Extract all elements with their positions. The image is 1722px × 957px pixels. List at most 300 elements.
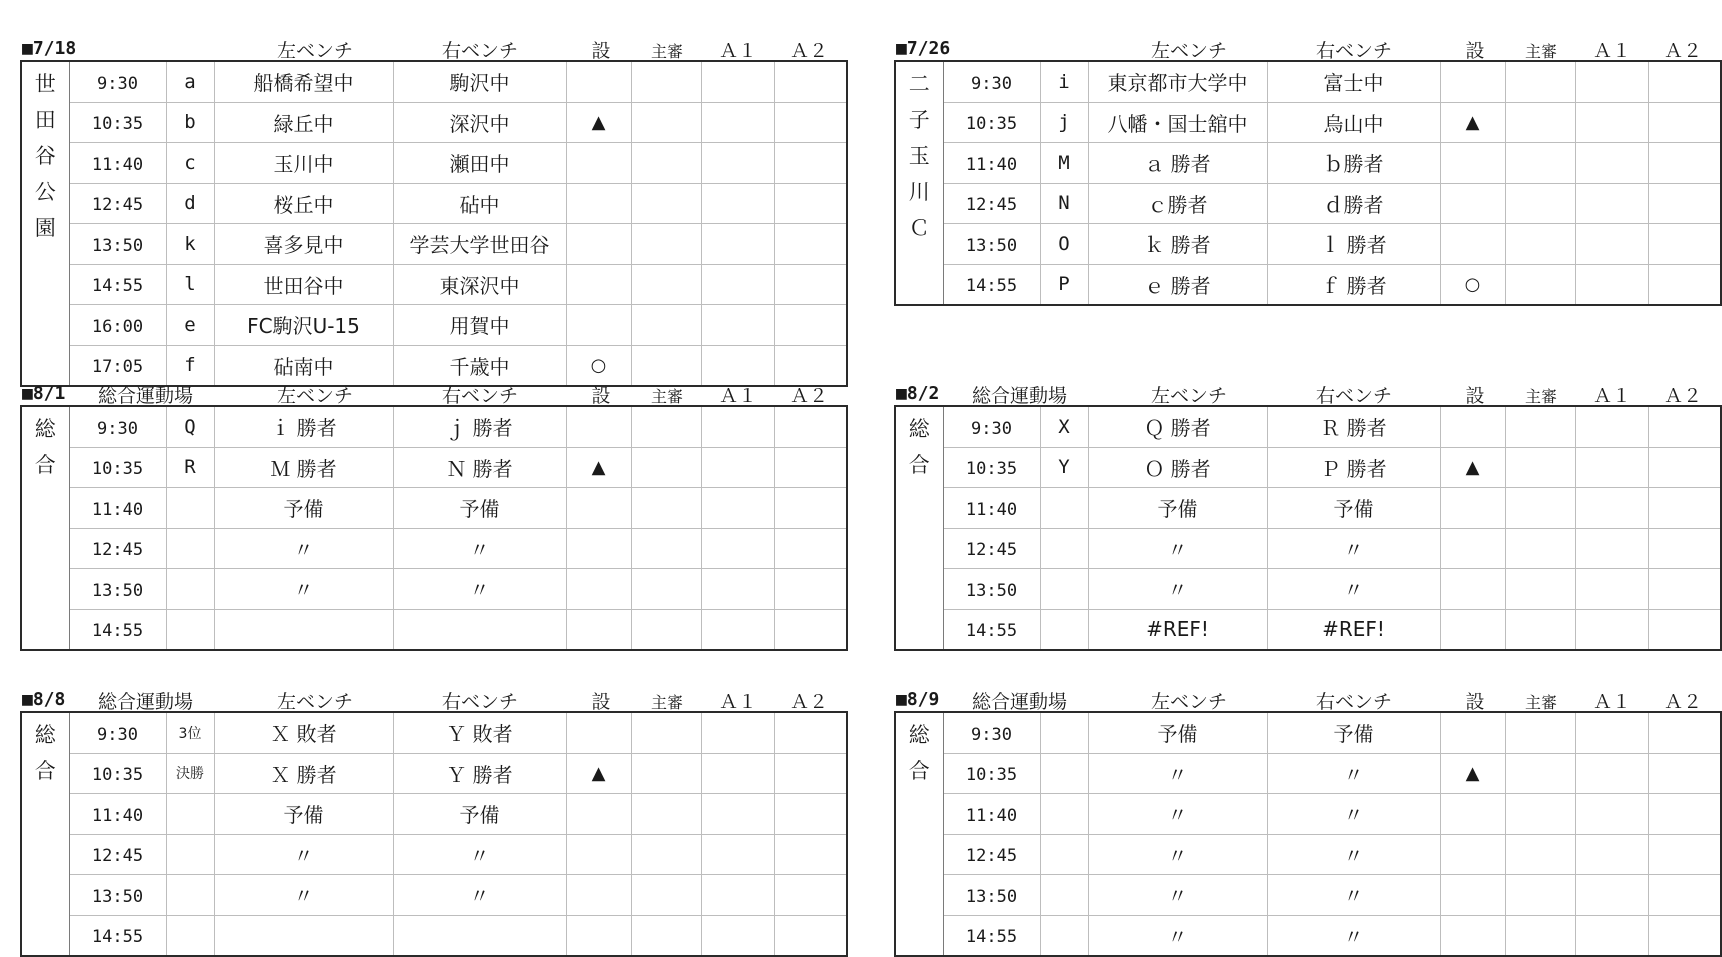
match-code-cell <box>166 834 214 875</box>
venue-char: 谷 <box>34 144 56 168</box>
match-code-cell: e <box>166 305 214 346</box>
time-cell: 13:50 <box>943 224 1040 265</box>
column-header-right: 右ベンチ <box>1315 40 1393 62</box>
left-bench-cell: 八幡・国士舘中 <box>1088 102 1267 143</box>
time-cell: 14:55 <box>943 264 1040 305</box>
a1-cell <box>701 305 774 346</box>
right-bench-cell: 駒沢中 <box>393 61 566 102</box>
schedule-table <box>20 60 848 387</box>
time-cell: 11:40 <box>943 794 1040 835</box>
venue-char: 総 <box>908 417 930 441</box>
time-cell: 10:35 <box>69 102 166 143</box>
schedule-block <box>894 30 1722 306</box>
table-row <box>21 569 847 610</box>
setup-mark-cell <box>1440 528 1505 569</box>
left-bench-cell: 〃 <box>214 834 393 875</box>
setup-mark-cell <box>1440 61 1505 102</box>
a1-cell <box>1575 753 1648 794</box>
column-header-a2: Ａ２ <box>1663 691 1703 713</box>
venue-title: 総合運動場 <box>972 691 1068 713</box>
setup-mark-cell: ▲ <box>1440 447 1505 488</box>
right-bench-cell: Ｒ 勝者 <box>1267 406 1440 447</box>
venue-char: 園 <box>34 216 56 240</box>
match-code-cell <box>166 488 214 529</box>
table-row <box>21 102 847 143</box>
setup-mark-cell <box>1440 609 1505 650</box>
setup-mark-cell <box>566 609 631 650</box>
referee-cell <box>631 488 701 529</box>
right-bench-cell: 富士中 <box>1267 61 1440 102</box>
venue-char: 総 <box>34 417 56 441</box>
table-row <box>21 305 847 346</box>
a1-cell <box>1575 183 1648 224</box>
a1-cell <box>1575 569 1648 610</box>
match-code-cell <box>1040 794 1088 835</box>
setup-mark-cell: ▲ <box>566 753 631 794</box>
a2-cell <box>1648 488 1721 529</box>
table-row <box>21 488 847 529</box>
left-bench-cell <box>214 915 393 956</box>
a1-cell <box>701 609 774 650</box>
a1-cell <box>1575 875 1648 916</box>
a2-cell <box>1648 569 1721 610</box>
table-row <box>895 794 1721 835</box>
right-bench-cell: 〃 <box>1267 794 1440 835</box>
a2-cell <box>774 264 847 305</box>
left-bench-cell: Ｍ 勝者 <box>214 447 393 488</box>
venue-cell <box>895 61 943 305</box>
referee-cell <box>631 224 701 265</box>
column-header-referee: 主審 <box>1524 42 1558 61</box>
setup-mark-cell <box>566 875 631 916</box>
column-header-left: 左ベンチ <box>276 691 354 713</box>
time-cell: 14:55 <box>943 609 1040 650</box>
setup-mark-cell <box>566 488 631 529</box>
right-bench-cell: 〃 <box>393 834 566 875</box>
table-row <box>21 264 847 305</box>
setup-mark-cell <box>1440 569 1505 610</box>
left-bench-cell: 〃 <box>214 569 393 610</box>
a2-cell <box>774 143 847 184</box>
setup-mark-cell <box>566 915 631 956</box>
left-bench-cell: 予備 <box>1088 488 1267 529</box>
time-cell: 13:50 <box>69 224 166 265</box>
left-bench-cell: Ｏ 勝者 <box>1088 447 1267 488</box>
schedule-block <box>20 375 848 651</box>
column-header-referee: 主審 <box>1524 693 1558 712</box>
date-label: ■8/1 <box>22 383 66 404</box>
setup-mark-cell <box>566 143 631 184</box>
date-label: ■7/18 <box>22 38 77 59</box>
right-bench-cell: 用賀中 <box>393 305 566 346</box>
table-row <box>21 609 847 650</box>
referee-cell <box>631 406 701 447</box>
time-cell: 14:55 <box>69 264 166 305</box>
referee-cell <box>631 143 701 184</box>
right-bench-cell: ｆ 勝者 <box>1267 264 1440 305</box>
column-header-setup: 設 <box>1465 691 1485 713</box>
a2-cell <box>774 834 847 875</box>
match-code-cell <box>1040 753 1088 794</box>
match-code-cell <box>1040 569 1088 610</box>
venue-char: 子 <box>908 108 930 132</box>
a1-cell <box>1575 794 1648 835</box>
table-row <box>21 224 847 265</box>
referee-cell <box>631 305 701 346</box>
venue-char: 合 <box>34 759 56 783</box>
referee-cell <box>631 834 701 875</box>
a1-cell <box>1575 488 1648 529</box>
a2-cell <box>774 712 847 753</box>
table-row <box>895 712 1721 753</box>
match-code-cell: 決勝 <box>166 753 214 794</box>
referee-cell <box>1505 264 1575 305</box>
left-bench-cell: #REF! <box>1088 609 1267 650</box>
time-cell: 9:30 <box>69 712 166 753</box>
setup-mark-cell <box>1440 183 1505 224</box>
referee-cell <box>631 794 701 835</box>
left-bench-cell: ａ 勝者 <box>1088 143 1267 184</box>
venue-char: Ｃ <box>908 216 930 240</box>
table-row <box>895 406 1721 447</box>
block-header <box>20 30 848 60</box>
venue-char: 田 <box>34 108 56 132</box>
referee-cell <box>631 183 701 224</box>
right-bench-cell: Ｙ 勝者 <box>393 753 566 794</box>
time-cell: 12:45 <box>943 183 1040 224</box>
left-bench-cell: 予備 <box>1088 712 1267 753</box>
column-header-a2: Ａ２ <box>789 691 829 713</box>
match-code-cell: d <box>166 183 214 224</box>
time-cell: 11:40 <box>69 794 166 835</box>
right-bench-cell <box>393 609 566 650</box>
right-bench-cell: 瀬田中 <box>393 143 566 184</box>
match-code-cell: f <box>166 345 214 386</box>
a2-cell <box>1648 834 1721 875</box>
setup-mark-cell <box>566 406 631 447</box>
right-bench-cell: 深沢中 <box>393 102 566 143</box>
a1-cell <box>701 447 774 488</box>
right-bench-cell: Ｙ 敗者 <box>393 712 566 753</box>
right-bench-cell: 〃 <box>1267 528 1440 569</box>
venue-title: 総合運動場 <box>972 385 1068 407</box>
referee-cell <box>1505 406 1575 447</box>
referee-cell <box>1505 102 1575 143</box>
setup-mark-cell <box>1440 224 1505 265</box>
a2-cell <box>1648 794 1721 835</box>
column-header-left: 左ベンチ <box>276 40 354 62</box>
setup-mark-cell: ▲ <box>566 447 631 488</box>
column-header-a1: Ａ１ <box>718 385 758 407</box>
setup-mark-cell <box>1440 488 1505 529</box>
referee-cell <box>1505 569 1575 610</box>
schedule-table <box>894 60 1722 306</box>
left-bench-cell: ｉ 勝者 <box>214 406 393 447</box>
left-bench-cell: 緑丘中 <box>214 102 393 143</box>
time-cell: 17:05 <box>69 345 166 386</box>
table-row <box>21 447 847 488</box>
table-row <box>895 447 1721 488</box>
referee-cell <box>631 753 701 794</box>
table-row <box>21 875 847 916</box>
a1-cell <box>701 875 774 916</box>
match-code-cell: X <box>1040 406 1088 447</box>
table-row <box>21 528 847 569</box>
setup-mark-cell <box>566 794 631 835</box>
column-header-a1: Ａ１ <box>1592 691 1632 713</box>
setup-mark-cell <box>1440 875 1505 916</box>
table-row <box>21 143 847 184</box>
left-bench-cell: 桜丘中 <box>214 183 393 224</box>
right-bench-cell: 烏山中 <box>1267 102 1440 143</box>
right-bench-cell: ｌ 勝者 <box>1267 224 1440 265</box>
column-header-right: 右ベンチ <box>441 385 519 407</box>
table-row <box>21 61 847 102</box>
right-bench-cell: 予備 <box>1267 488 1440 529</box>
a2-cell <box>1648 712 1721 753</box>
time-cell: 14:55 <box>69 609 166 650</box>
time-cell: 9:30 <box>943 61 1040 102</box>
time-cell: 12:45 <box>69 834 166 875</box>
referee-cell <box>631 915 701 956</box>
a1-cell <box>701 102 774 143</box>
left-bench-cell: 世田谷中 <box>214 264 393 305</box>
referee-cell <box>1505 609 1575 650</box>
column-header-a2: Ａ２ <box>1663 385 1703 407</box>
time-cell: 11:40 <box>69 143 166 184</box>
setup-mark-cell <box>566 569 631 610</box>
referee-cell <box>631 61 701 102</box>
table-row <box>895 915 1721 956</box>
a2-cell <box>774 102 847 143</box>
referee-cell <box>631 609 701 650</box>
a1-cell <box>1575 224 1648 265</box>
time-cell: 10:35 <box>943 447 1040 488</box>
a2-cell <box>774 528 847 569</box>
right-bench-cell: 〃 <box>393 875 566 916</box>
column-header-referee: 主審 <box>650 693 684 712</box>
referee-cell <box>631 447 701 488</box>
a2-cell <box>774 447 847 488</box>
left-bench-cell: 東京都市大学中 <box>1088 61 1267 102</box>
time-cell: 12:45 <box>943 528 1040 569</box>
left-bench-cell: 船橋希望中 <box>214 61 393 102</box>
a2-cell <box>774 609 847 650</box>
match-code-cell <box>1040 875 1088 916</box>
column-header-setup: 設 <box>591 385 611 407</box>
match-code-cell: k <box>166 224 214 265</box>
date-label: ■8/8 <box>22 689 66 710</box>
setup-mark-cell <box>566 61 631 102</box>
setup-mark-cell: ▲ <box>1440 102 1505 143</box>
a1-cell <box>1575 406 1648 447</box>
match-code-cell <box>1040 609 1088 650</box>
column-header-referee: 主審 <box>1524 387 1558 406</box>
column-header-setup: 設 <box>1465 40 1485 62</box>
right-bench-cell: 予備 <box>393 794 566 835</box>
table-row <box>895 224 1721 265</box>
time-cell: 16:00 <box>69 305 166 346</box>
setup-mark-cell <box>566 834 631 875</box>
time-cell: 10:35 <box>943 753 1040 794</box>
right-bench-cell: 〃 <box>1267 915 1440 956</box>
referee-cell <box>1505 915 1575 956</box>
right-bench-cell: 〃 <box>393 528 566 569</box>
right-bench-cell: 〃 <box>1267 875 1440 916</box>
venue-char: 総 <box>908 723 930 747</box>
column-header-left: 左ベンチ <box>1150 691 1228 713</box>
column-header-a1: Ａ１ <box>718 40 758 62</box>
time-cell: 10:35 <box>69 447 166 488</box>
table-row <box>895 834 1721 875</box>
referee-cell <box>1505 528 1575 569</box>
table-row <box>21 753 847 794</box>
match-code-cell <box>1040 488 1088 529</box>
a2-cell <box>1648 224 1721 265</box>
schedule-table <box>20 405 848 651</box>
match-code-cell: Q <box>166 406 214 447</box>
a2-cell <box>1648 875 1721 916</box>
table-row <box>895 488 1721 529</box>
referee-cell <box>1505 834 1575 875</box>
a1-cell <box>701 488 774 529</box>
a2-cell <box>774 305 847 346</box>
schedule-block <box>20 681 848 957</box>
right-bench-cell: 〃 <box>1267 569 1440 610</box>
left-bench-cell: Ｘ 敗者 <box>214 712 393 753</box>
a2-cell <box>774 183 847 224</box>
setup-mark-cell <box>566 528 631 569</box>
setup-mark-cell <box>1440 143 1505 184</box>
a1-cell <box>1575 264 1648 305</box>
table-row <box>21 712 847 753</box>
a1-cell <box>1575 915 1648 956</box>
table-row <box>895 569 1721 610</box>
a2-cell <box>1648 915 1721 956</box>
right-bench-cell: 〃 <box>1267 753 1440 794</box>
setup-mark-cell: ▲ <box>1440 753 1505 794</box>
left-bench-cell: 砧南中 <box>214 345 393 386</box>
venue-title: 総合運動場 <box>98 385 194 407</box>
a1-cell <box>1575 528 1648 569</box>
venue-cell <box>895 712 943 956</box>
a1-cell <box>701 753 774 794</box>
column-header-a2: Ａ２ <box>789 385 829 407</box>
table-row <box>21 834 847 875</box>
setup-mark-cell <box>1440 712 1505 753</box>
referee-cell <box>1505 61 1575 102</box>
column-header-a2: Ａ２ <box>789 40 829 62</box>
time-cell: 9:30 <box>69 406 166 447</box>
setup-mark-cell: ○ <box>566 345 631 386</box>
match-code-cell <box>166 794 214 835</box>
table-row <box>21 183 847 224</box>
venue-char: 公 <box>34 180 56 204</box>
a1-cell <box>701 61 774 102</box>
time-cell: 14:55 <box>69 915 166 956</box>
referee-cell <box>631 569 701 610</box>
column-header-setup: 設 <box>1465 385 1485 407</box>
match-code-cell <box>166 569 214 610</box>
a1-cell <box>701 264 774 305</box>
right-bench-cell: Ｐ 勝者 <box>1267 447 1440 488</box>
right-bench-cell: 東深沢中 <box>393 264 566 305</box>
match-code-cell: M <box>1040 143 1088 184</box>
left-bench-cell: ｅ 勝者 <box>1088 264 1267 305</box>
setup-mark-cell <box>566 712 631 753</box>
column-header-setup: 設 <box>591 40 611 62</box>
a1-cell <box>1575 102 1648 143</box>
a2-cell <box>774 915 847 956</box>
venue-char: 川 <box>908 180 930 204</box>
right-bench-cell: ｊ 勝者 <box>393 406 566 447</box>
date-label: ■8/2 <box>896 383 940 404</box>
match-code-cell: P <box>1040 264 1088 305</box>
referee-cell <box>1505 224 1575 265</box>
referee-cell <box>1505 794 1575 835</box>
referee-cell <box>1505 712 1575 753</box>
a2-cell <box>1648 753 1721 794</box>
block-header <box>894 30 1722 60</box>
time-cell: 12:45 <box>69 528 166 569</box>
time-cell: 10:35 <box>69 753 166 794</box>
venue-cell <box>21 61 69 386</box>
schedule-table <box>20 711 848 957</box>
venue-char: 合 <box>908 453 930 477</box>
a2-cell <box>774 61 847 102</box>
a1-cell <box>1575 712 1648 753</box>
match-code-cell <box>166 915 214 956</box>
schedule-block <box>20 30 848 387</box>
match-code-cell: O <box>1040 224 1088 265</box>
time-cell: 12:45 <box>69 183 166 224</box>
a1-cell <box>701 569 774 610</box>
left-bench-cell: 〃 <box>1088 875 1267 916</box>
date-label: ■7/26 <box>896 38 951 59</box>
column-header-a1: Ａ１ <box>1592 40 1632 62</box>
right-bench-cell: 予備 <box>1267 712 1440 753</box>
setup-mark-cell: ▲ <box>566 102 631 143</box>
setup-mark-cell <box>566 224 631 265</box>
a1-cell <box>701 183 774 224</box>
table-row <box>895 264 1721 305</box>
block-header <box>894 681 1722 711</box>
setup-mark-cell <box>566 264 631 305</box>
a1-cell <box>701 915 774 956</box>
a1-cell <box>701 406 774 447</box>
match-code-cell: Y <box>1040 447 1088 488</box>
table-row <box>895 875 1721 916</box>
left-bench-cell: 予備 <box>214 488 393 529</box>
match-code-cell: b <box>166 102 214 143</box>
left-bench-cell: 〃 <box>1088 794 1267 835</box>
schedule-table <box>894 711 1722 957</box>
left-bench-cell: ｃ勝者 <box>1088 183 1267 224</box>
a2-cell <box>774 794 847 835</box>
referee-cell <box>1505 753 1575 794</box>
venue-char: 合 <box>34 453 56 477</box>
column-header-right: 右ベンチ <box>1315 385 1393 407</box>
column-header-referee: 主審 <box>650 42 684 61</box>
match-code-cell: l <box>166 264 214 305</box>
match-code-cell <box>166 609 214 650</box>
left-bench-cell: 喜多見中 <box>214 224 393 265</box>
a1-cell <box>701 224 774 265</box>
block-header <box>20 375 848 405</box>
setup-mark-cell <box>1440 406 1505 447</box>
referee-cell <box>631 102 701 143</box>
referee-cell <box>631 528 701 569</box>
